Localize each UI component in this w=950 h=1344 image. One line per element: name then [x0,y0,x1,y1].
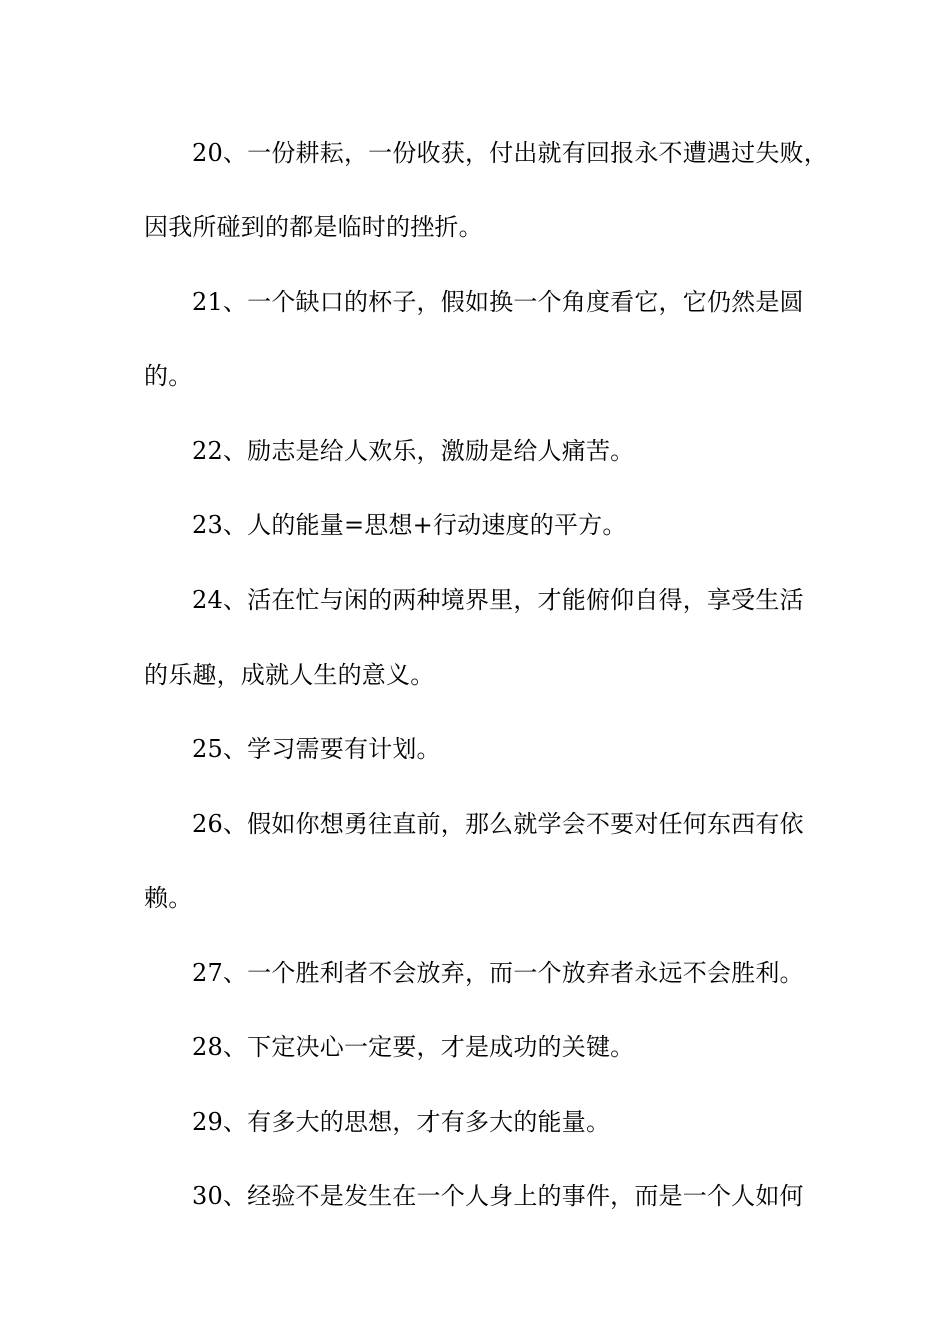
paragraph-28: 28、下定决心一定要，才是成功的关键。 [192,1033,635,1061]
paragraph-20-line-1: 20、一份耕耘，一份收获，付出就有回报永不遭遇过失败， [192,139,828,167]
paragraph-21-line-1: 21、一个缺口的杯子，假如换一个角度看它，它仍然是圆 [192,288,804,316]
paragraph-24-line-1: 24、活在忙与闲的两种境界里，才能俯仰自得，享受生活 [192,586,804,614]
paragraph-20-line-2: 因我所碰到的都是临时的挫折。 [144,213,483,241]
paragraph-30-line-1: 30、经验不是发生在一个人身上的事件，而是一个人如何 [192,1182,804,1210]
paragraph-26-line-1: 26、假如你想勇往直前，那么就学会不要对任何东西有依 [192,810,804,838]
paragraph-25: 25、学习需要有计划。 [192,735,441,763]
paragraph-23: 23、人的能量=思想+行动速度的平方。 [192,511,627,539]
paragraph-27: 27、一个胜利者不会放弃，而一个放弃者永远不会胜利。 [192,959,804,987]
paragraph-22: 22、励志是给人欢乐，激励是给人痛苦。 [192,437,635,465]
paragraph-24-line-2: 的乐趣，成就人生的意义。 [144,661,435,689]
paragraph-21-line-2: 的。 [144,362,193,390]
paragraph-29: 29、有多大的思想，才有多大的能量。 [192,1108,611,1136]
paragraph-26-line-2: 赖。 [144,884,193,912]
